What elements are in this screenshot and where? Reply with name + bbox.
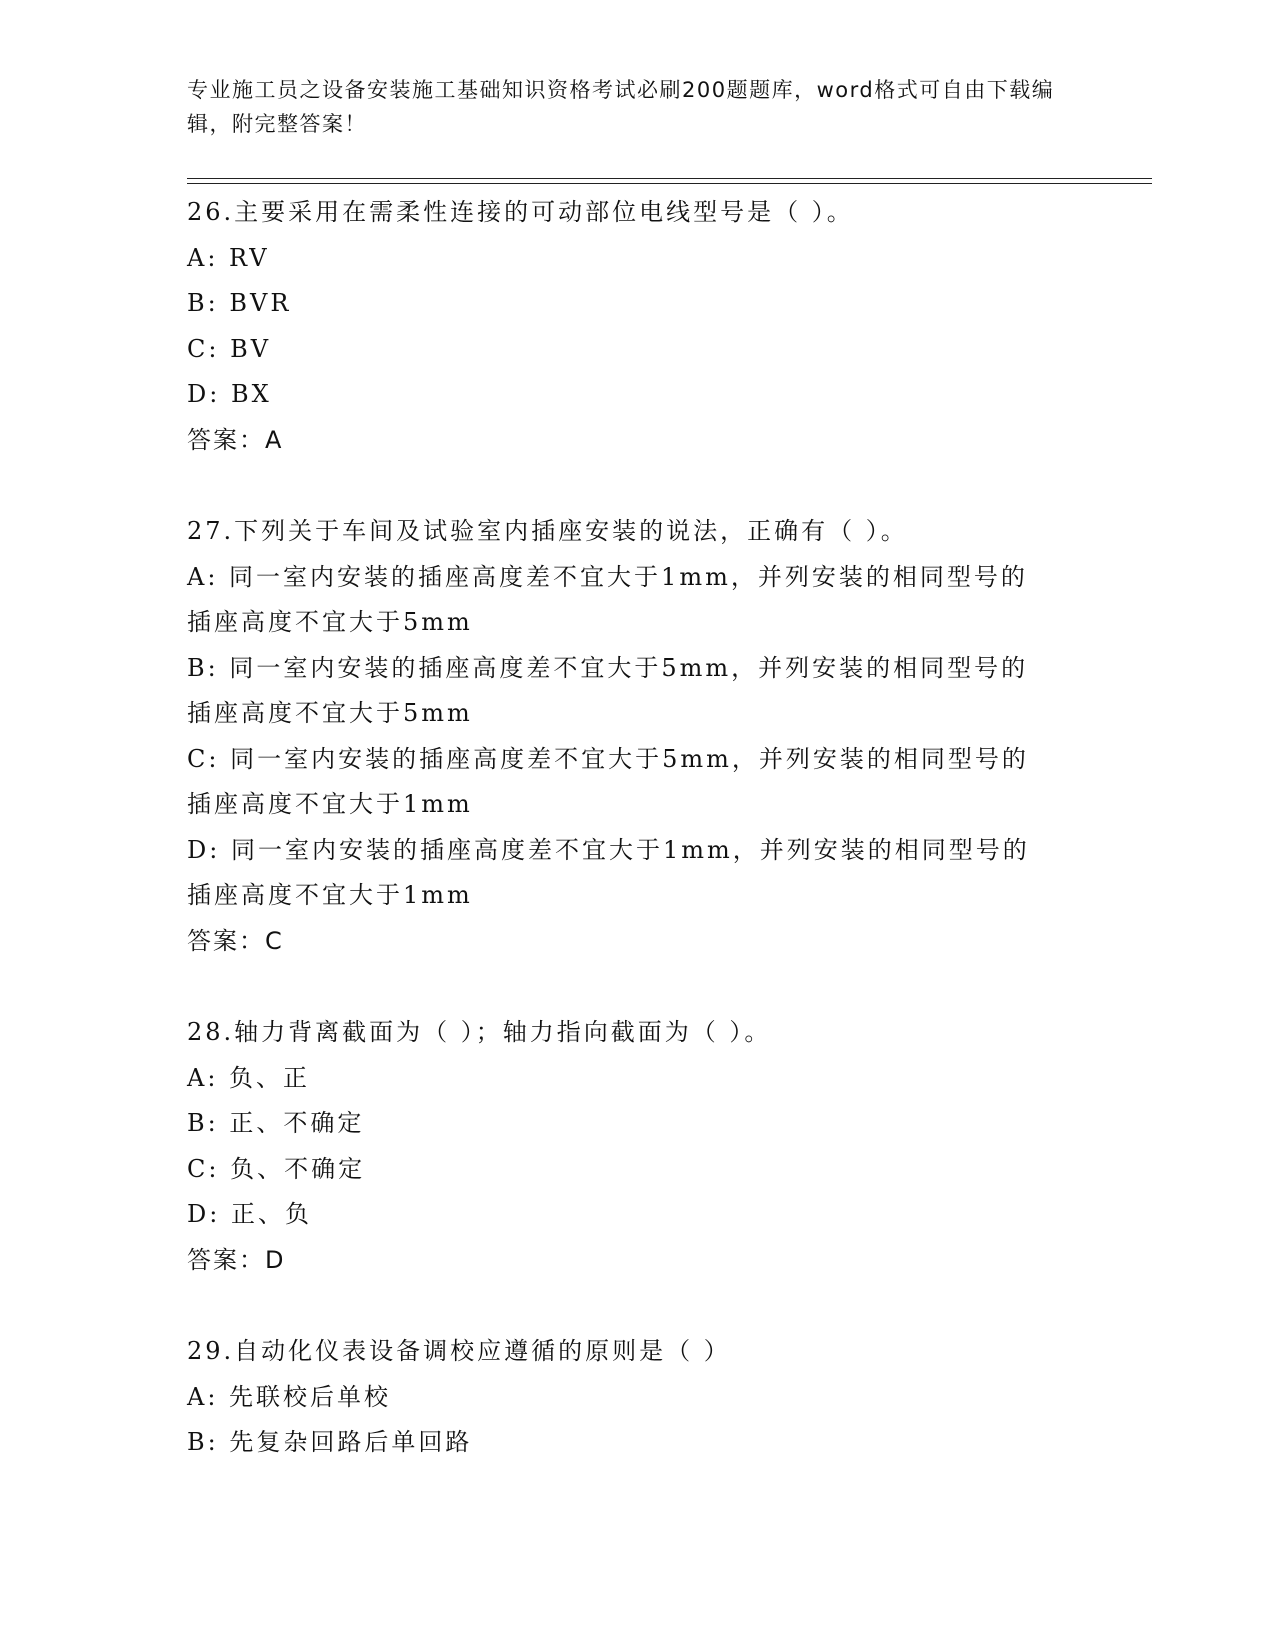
option-a: A: 负、正 [187,1063,311,1092]
question-28 [187,1010,1087,1283]
document-header: 专业施工员之设备安装施工基础知识资格考试必刷200题题库，word格式可自由下载编辑，附完整答案！ [187,78,1055,136]
option-b: B: 同一室内安装的插座高度差不宜大于5mm，并列安装的相同型号的插座高度不宜大于5mm [187,653,1029,727]
option-d: D: 同一室内安装的插座高度差不宜大于1mm，并列安装的相同型号的插座高度不宜大于1mm [187,835,1030,909]
answer: 答案：C [187,926,284,955]
option-a: A: 同一室内安装的插座高度差不宜大于1mm，并列安装的相同型号的插座高度不宜大于5mm [187,562,1028,636]
question-list [187,190,1087,1512]
option-b: B: 正、不确定 [187,1109,365,1137]
option-a: A: 先联校后单校 [187,1382,392,1411]
answer: 答案：D [187,1245,286,1274]
option-c: C: 负、不确定 [187,1154,366,1183]
question-27 [187,509,1087,964]
question-29 [187,1329,1087,1466]
question-stem: 28.轴力背离截面为（ ）；轴力指向截面为（ ）。 [187,1018,772,1046]
option-d: D: BX [187,380,272,408]
option-b: B: BVR [187,289,292,317]
header-divider-top [187,178,1152,179]
header-divider-bottom [187,183,1152,184]
option-d: D: 正、负 [187,1200,312,1228]
question-26 [187,190,1087,463]
question-stem: 27.下列关于车间及试验室内插座安装的说法，正确有（ ）。 [187,517,908,545]
question-stem: 26.主要采用在需柔性连接的可动部位电线型号是（ ）。 [187,198,854,226]
option-b: B: 先复杂回路后单回路 [187,1428,473,1456]
question-stem: 29.自动化仪表设备调校应遵循的原则是（ ） [187,1337,731,1365]
option-c: C: 同一室内安装的插座高度差不宜大于5mm，并列安装的相同型号的插座高度不宜大于1mm [187,744,1029,818]
answer: 答案：A [187,425,284,454]
option-c: C: BV [187,334,272,363]
option-a: A: RV [187,243,270,272]
